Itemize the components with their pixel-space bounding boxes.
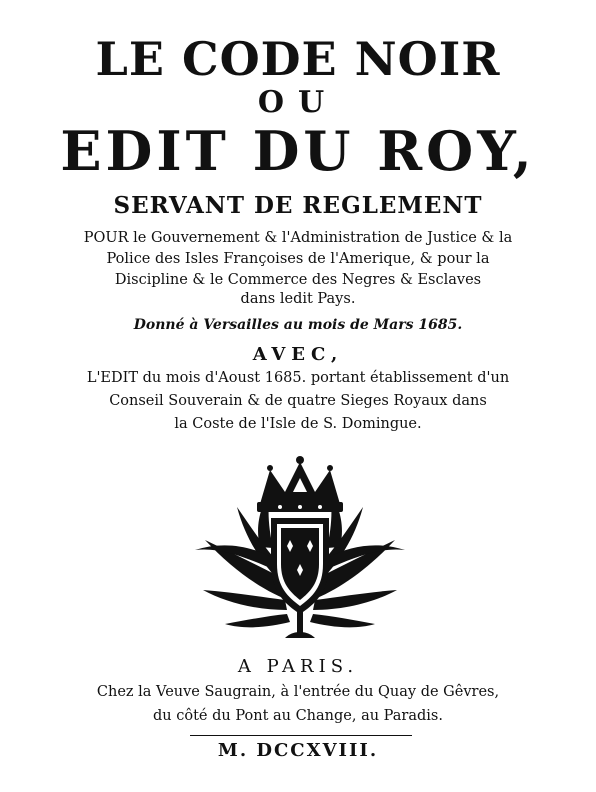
imprint-line-1: Chez la Veuve Saugrain, à l'entrée du Quay de Gêvres, bbox=[96, 684, 500, 700]
royal-coat-of-arms-icon bbox=[175, 452, 425, 642]
edict-line-2: Conseil Souverain & de quatre Sieges Royaux dans bbox=[109, 393, 487, 409]
title-line-ou: OU bbox=[257, 85, 339, 120]
avec-heading: AVEC, bbox=[252, 344, 344, 365]
divider-rule bbox=[190, 735, 412, 736]
body-line-4: dans ledit Pays. bbox=[240, 291, 356, 307]
imprint-line-2: du côté du Pont au Change, au Paradis. bbox=[153, 708, 443, 724]
title-line-code-noir: LE CODE NOIR bbox=[95, 32, 501, 86]
body-line-3: Discipline & le Commerce des Negres & Esclaves bbox=[114, 272, 482, 288]
edict-line-3: la Coste de l'Isle de S. Domingue. bbox=[174, 416, 422, 432]
publication-year: M. DCCXVIII. bbox=[217, 740, 379, 761]
body-line-2: Police des Isles Françoises de l'Amerique, & pour la bbox=[106, 251, 490, 267]
subtitle-reglement: SERVANT DE REGLEMENT bbox=[113, 192, 483, 219]
body-line-1: POUR le Gouvernement & l'Administration de Justice & la bbox=[83, 230, 513, 246]
given-at-versailles: Donné à Versailles au mois de Mars 1685. bbox=[133, 317, 463, 333]
imprint-city: A PARIS. bbox=[237, 656, 359, 677]
title-line-edit-du-roy: EDIT DU ROY, bbox=[60, 119, 536, 183]
edict-line-1: L'EDIT du mois d'Aoust 1685. portant établissement d'un bbox=[86, 370, 510, 386]
